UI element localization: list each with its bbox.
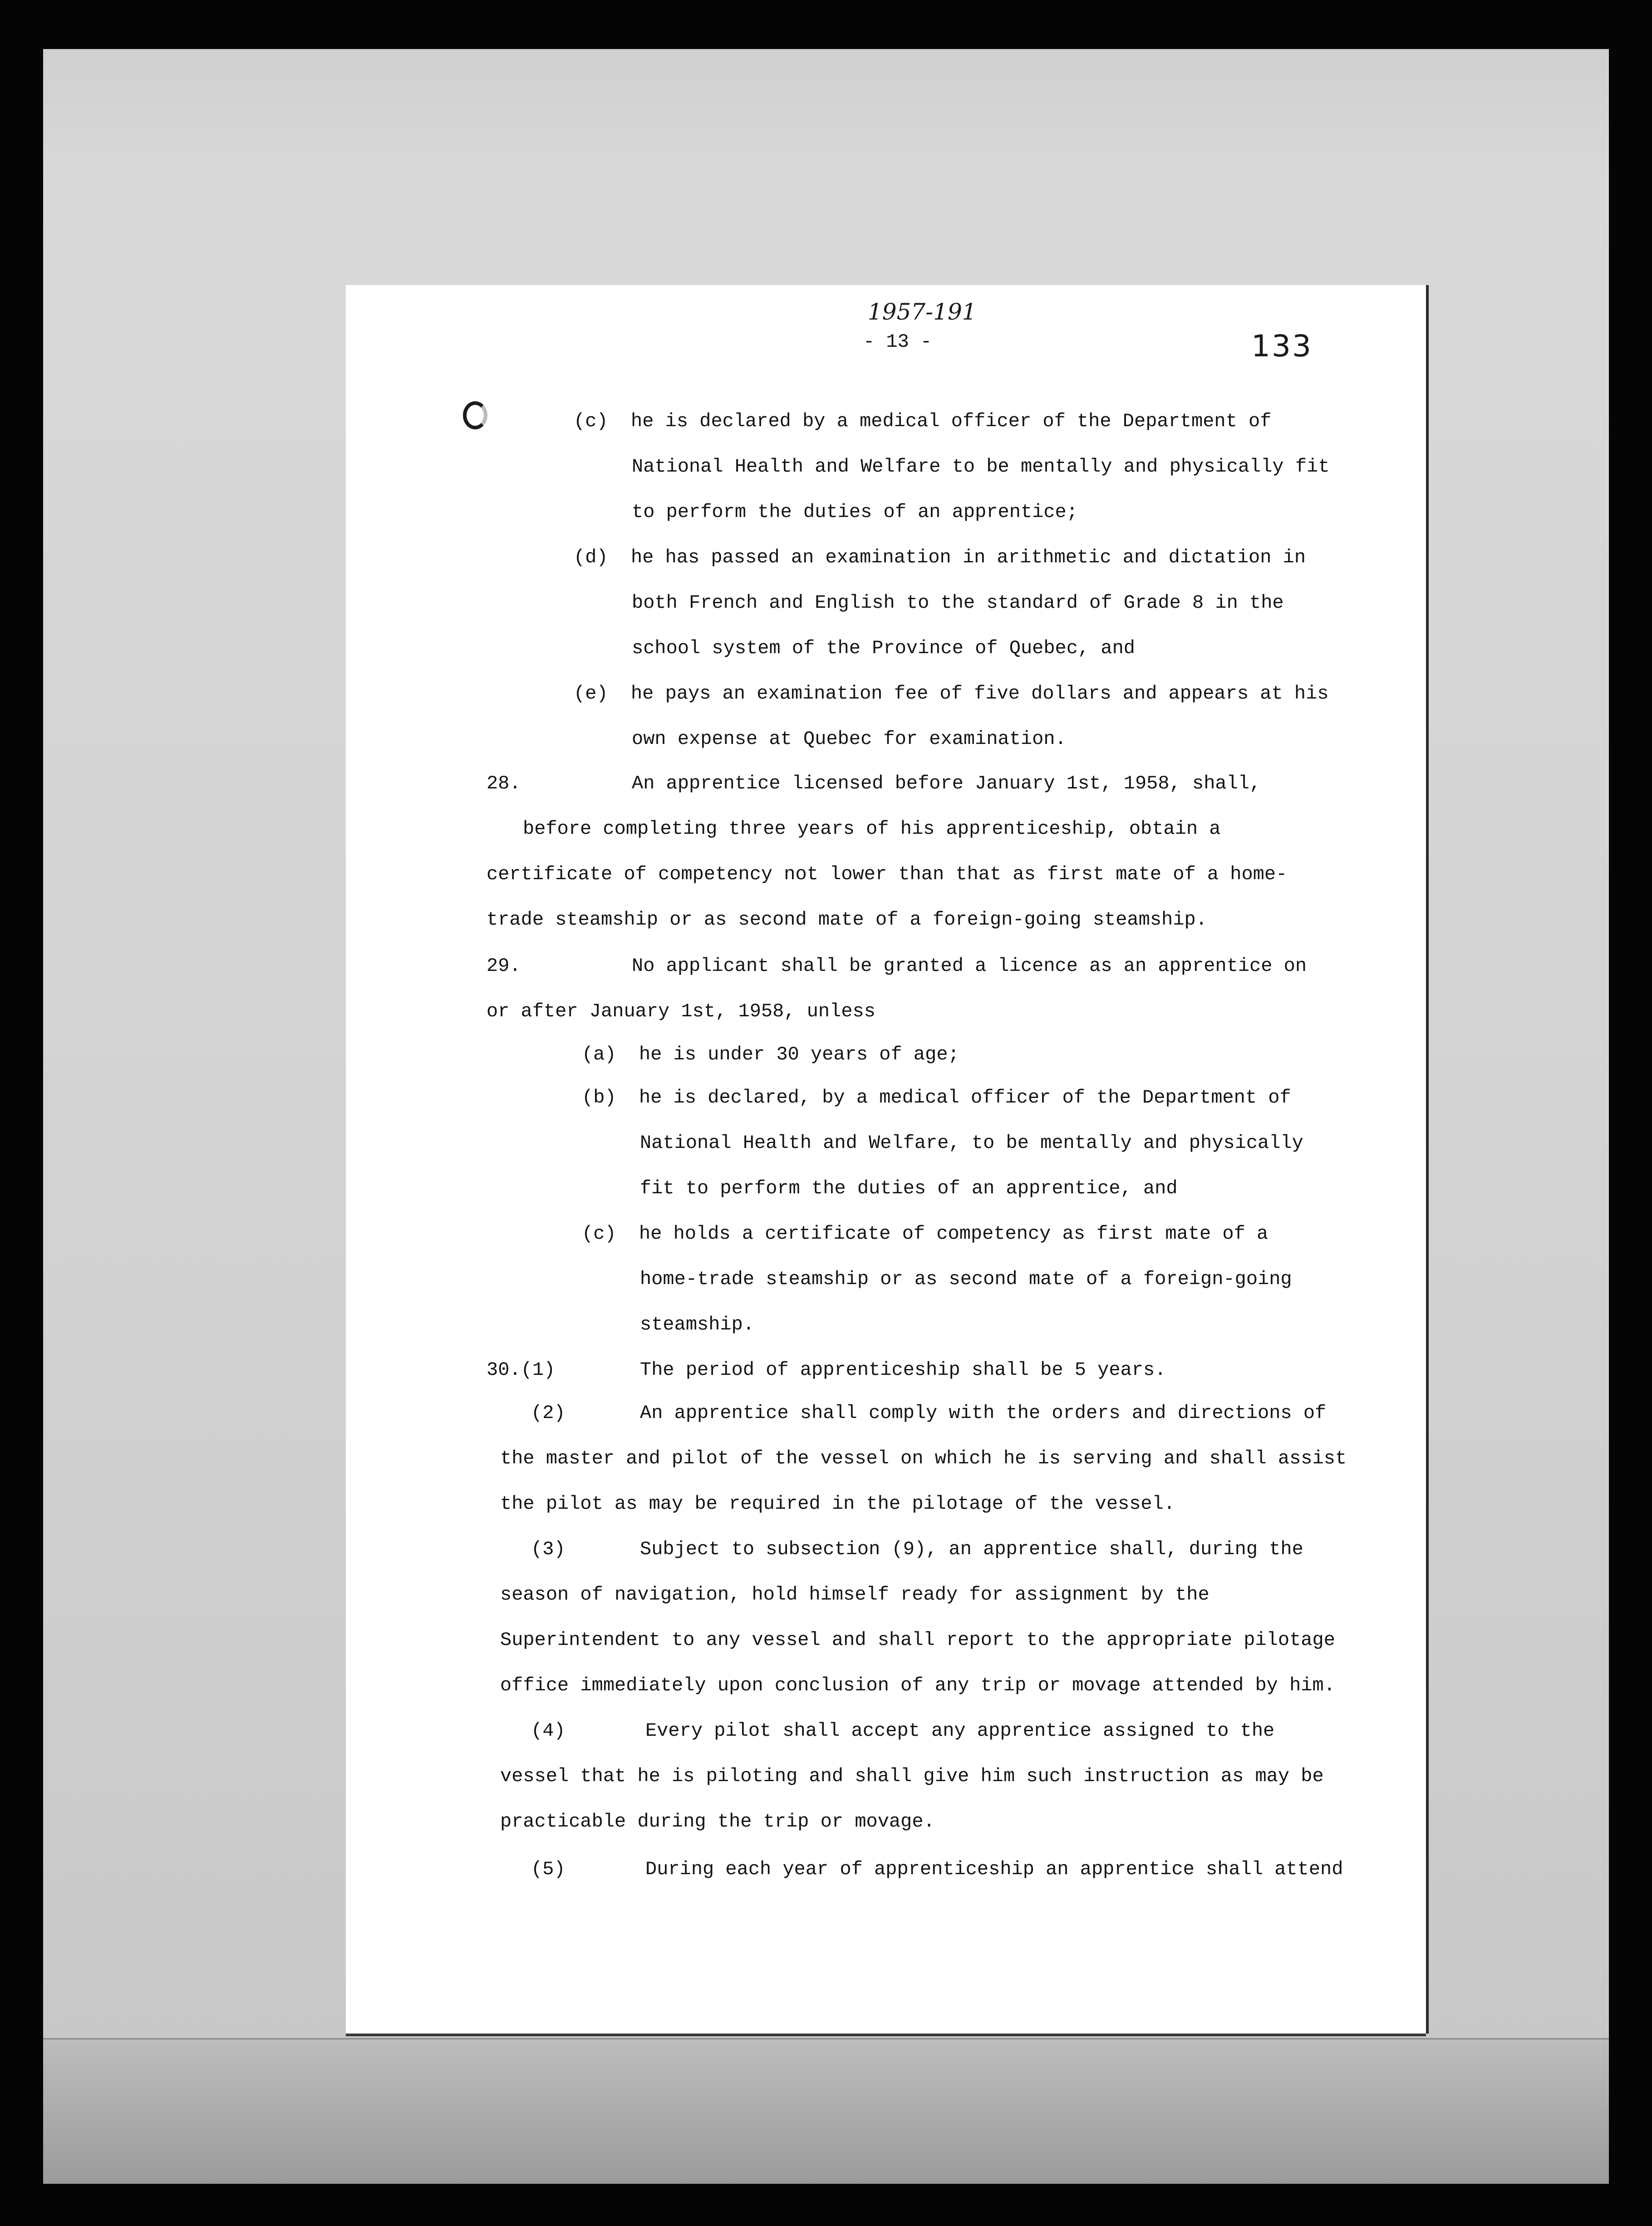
text-line: the master and pilot of the vessel on which he is serving and shall assist (500, 1448, 1347, 1469)
text-line: (b) he is declared, by a medical officer of the Department of (582, 1087, 1291, 1108)
text-line: National Health and Welfare to be mentally and physically fit (632, 456, 1330, 478)
text-line: school system of the Province of Quebec, and (632, 637, 1135, 659)
subsection-number: (5) (531, 1858, 565, 1880)
text-line: the pilot as may be required in the pilotage of the vessel. (500, 1493, 1175, 1515)
text-line: Superintendent to any vessel and shall report to the appropriate pilotage (500, 1629, 1335, 1651)
document-page (346, 285, 1426, 2034)
section-number: 30.(1) (487, 1359, 556, 1381)
page-number: - 13 - (863, 331, 932, 353)
scanner-backing-bottom (43, 2038, 1609, 2184)
text-line: Subject to subsection (9), an apprentice shall, during the (640, 1538, 1303, 1560)
text-line: During each year of apprenticeship an apprentice shall attend (645, 1858, 1343, 1880)
subsection-number: (3) (531, 1538, 565, 1560)
stamped-page-number: 133 (1251, 329, 1313, 364)
text-line: Every pilot shall accept any apprentice assigned to the (645, 1720, 1275, 1742)
text-line: own expense at Quebec for examination. (632, 728, 1067, 750)
text-line: (c) he is declared by a medical officer of the Department of (574, 410, 1272, 432)
subsection-number: (4) (531, 1720, 565, 1742)
section-number: 29. (487, 955, 521, 977)
subsection-number: (2) (531, 1402, 565, 1424)
text-line: vessel that he is piloting and shall give him such instruction as may be (500, 1765, 1324, 1787)
text-line: National Health and Welfare, to be mentally and physically (640, 1132, 1303, 1154)
text-line: An apprentice shall comply with the orders and directions of (640, 1402, 1327, 1424)
text-line: steamship. (640, 1314, 755, 1335)
text-line: office immediately upon conclusion of any trip or movage attended by him. (500, 1674, 1335, 1696)
text-line: (e) he pays an examination fee of five dollars and appears at his (574, 683, 1329, 704)
text-line: both French and English to the standard of Grade 8 in the (632, 592, 1284, 614)
text-line: practicable during the trip or movage. (500, 1811, 935, 1832)
text-line: or after January 1st, 1958, unless (487, 1000, 875, 1022)
text-line: (c) he holds a certificate of competency as first mate of a (582, 1223, 1268, 1245)
section-number: 28. (487, 773, 521, 794)
text-line: trade steamship or as second mate of a foreign-going steamship. (487, 909, 1207, 931)
punch-hole (463, 401, 487, 429)
text-line: (a) he is under 30 years of age; (582, 1044, 959, 1065)
text-line: fit to perform the duties of an apprentice, and (640, 1177, 1178, 1199)
text-line: home-trade steamship or as second mate of a foreign-going (640, 1268, 1292, 1290)
text-line: The period of apprenticeship shall be 5 years. (640, 1359, 1166, 1381)
text-line: (d) he has passed an examination in arithmetic and dictation in (574, 547, 1306, 568)
handwritten-reference: 1957-191 (868, 299, 977, 325)
text-line: to perform the duties of an apprentice; (632, 501, 1078, 523)
text-line: season of navigation, hold himself ready for assignment by the (500, 1584, 1210, 1605)
text-line: An apprentice licensed before January 1st, 1958, shall, (632, 773, 1261, 794)
text-line: certificate of competency not lower than that as first mate of a home- (487, 863, 1288, 885)
text-line: No applicant shall be granted a licence as an apprentice on (632, 955, 1307, 977)
text-line: before completing three years of his apprenticeship, obtain a (523, 818, 1221, 840)
